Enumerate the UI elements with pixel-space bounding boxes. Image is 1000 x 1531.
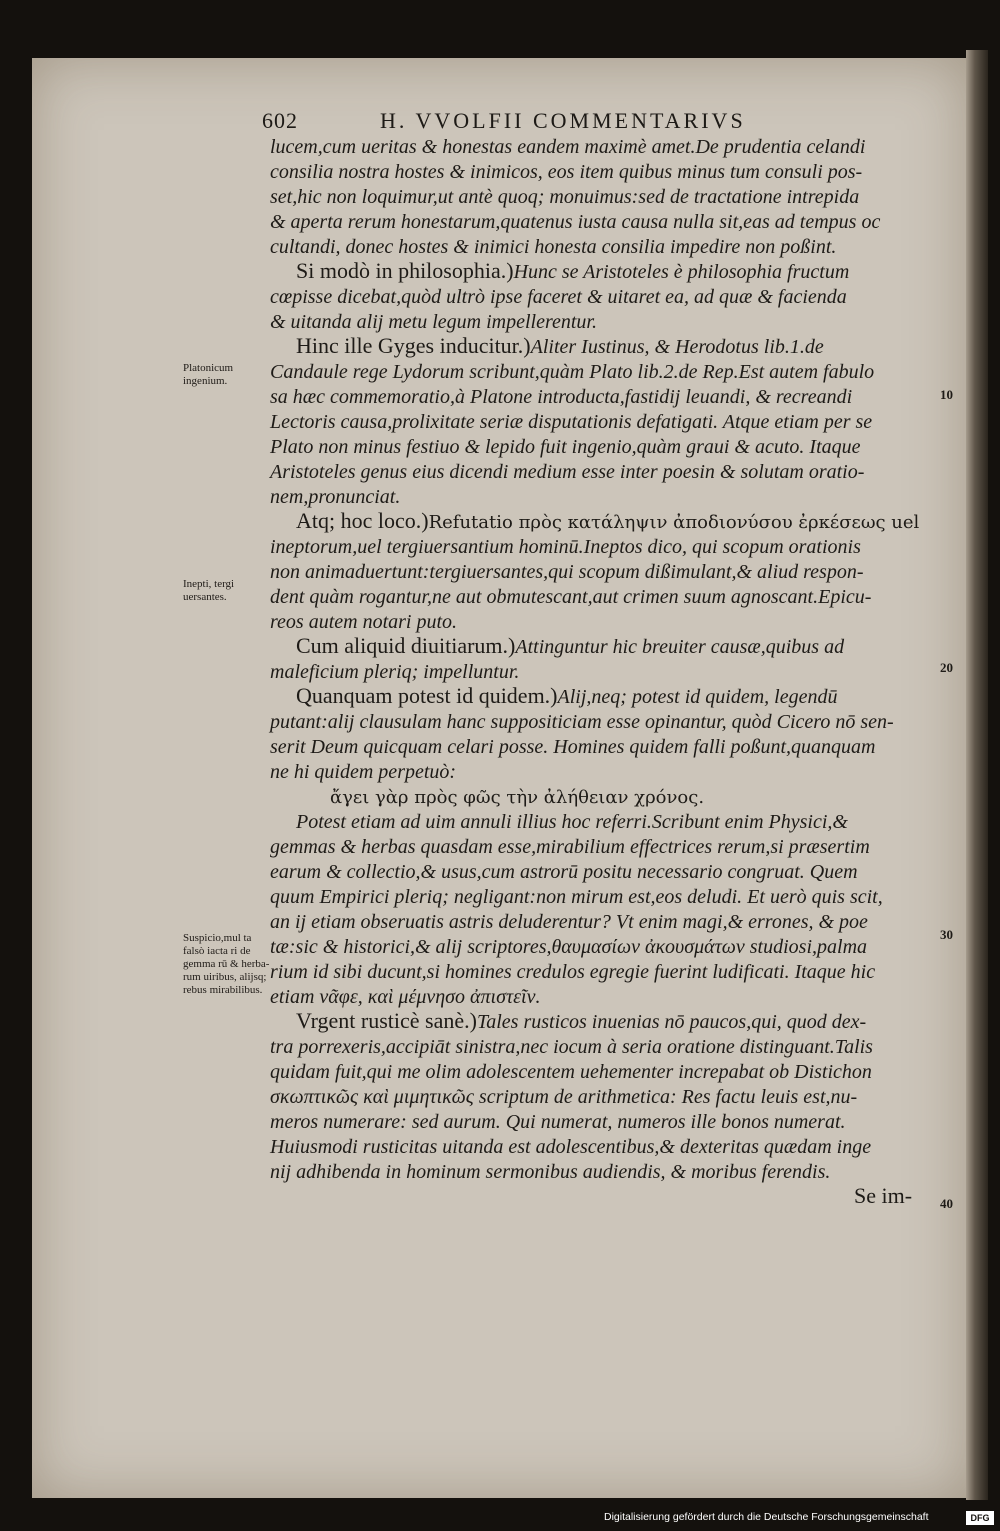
line-number: 10: [940, 387, 953, 402]
text-line: putant:alij clausulam hanc suppositiciam esse opinantur, quòd Cicero nō sen-: [270, 711, 894, 733]
text-line: Aristoteles genus eius dicendi medium esse inter poesin & solutam oratio-: [270, 461, 865, 483]
text-line: Plato non minus festiuo & lepido fuit ingenio,quàm graui & acuto. Itaque: [270, 436, 861, 458]
text-line: serit Deum quicquam celari posse. Homines quidem falli poßunt,quanquam: [270, 736, 876, 758]
footer-credit: Digitalisierung gefördert durch die Deutsche Forschungsgemeinschaft: [604, 1511, 929, 1523]
text-line: ne hi quidem perpetuò:: [270, 761, 457, 783]
text-line: ineptorum,uel tergiuersantium hominū.Ineptos dico, qui scopum orationis: [270, 536, 861, 558]
margin-note: Suspicio,mul ta falsò iacta ri de gemma rū & herba-rum uiribus, alijsq; rebus mirabilibus.: [183, 932, 270, 996]
text-line: nij adhibenda in hominum sermonibus audiendis, & moribus ferendis.: [270, 1161, 831, 1183]
text-line: Hinc ille Gyges inducitur.)Aliter Iustinus, & Herodotus lib.1.de: [296, 333, 824, 358]
text-line: & aperta rerum honestarum,quatenus iusta causa nulla sit,eas ad tempus oc: [270, 211, 881, 233]
text-line: Cum aliquid diuitiarum.)Attinguntur hic breuiter causæ,quibus ad: [296, 633, 845, 658]
line-number: 20: [940, 660, 953, 675]
text-line: Quanquam potest id quidem.)Alij,neq; potest id quidem, legendū: [296, 683, 838, 708]
text-line: Lectoris causa,prolixitate seriæ disputationis defatigati. Atque etiam per se: [270, 411, 873, 433]
text-line: dent quàm rogantur,ne aut obmutescant,aut crimen suum agnoscant.Epicu-: [270, 586, 872, 608]
line-number: 40: [940, 1196, 953, 1211]
margin-note: Inepti, tergi uersantes.: [183, 578, 235, 603]
text-line: set,hic non loquimur,ut antè quoq; monuimus:sed de tractatione intrepida: [270, 186, 860, 208]
text-line: etiam νᾶφε, καὶ μέμνησο ἀπιστεῖν.: [270, 986, 541, 1008]
text-line: Atq; hoc loco.)Refutatio πρὸς κατάληψιν ἀποδιονύσου ἐρκέσεως uel: [296, 508, 920, 533]
text-line: gemmas & herbas quasdam esse,mirabilium effectrices rerum,si præsertim: [270, 836, 870, 858]
text-line: σκωπτικῶς καὶ μιμητικῶς scriptum de arithmetica: Res factu leuis est,nu-: [270, 1086, 858, 1108]
text-line: sa hæc commemoratio,à Platone introducta,fastidij leuandi, & recreandi: [270, 386, 853, 408]
text-line: an ij etiam obseruatis astris deluderentur? Vt enim magi,& errones, & poe: [270, 911, 868, 933]
line-number: 30: [940, 927, 953, 942]
text-line: Potest etiam ad uim annuli illius hoc referri.Scribunt enim Physici,&: [296, 811, 848, 833]
text-line: quidam fuit,qui me olim adolescentem uehementer increpabat ob Distichon: [270, 1061, 872, 1083]
text-line: Candaule rege Lydorum scribunt,quàm Plato lib.2.de Rep.Est autem fabulo: [270, 361, 875, 383]
text-line: maleficium pleriq; impelluntur.: [270, 661, 520, 683]
catchword: Se im-: [854, 1183, 913, 1208]
text-line: earum & collectio,& usus,cum astrorū positu necessario congruat. Quem: [270, 861, 858, 883]
greek-quote-line: ἄγει γὰρ πρὸς φῶς τὴν ἀλήθειαν χρόνος.: [330, 787, 705, 808]
text-line: Vrgent rusticè sanè.)Tales rusticos inuenias nō paucos,qui, quod dex-: [296, 1008, 867, 1033]
margin-note: Platonicum ingenium.: [183, 362, 234, 387]
page-edge: [966, 50, 988, 1500]
text-line: non animaduertunt:tergiuersantes,qui scopum dißimulant,& aliud respon-: [270, 561, 864, 583]
text-line: cultandi, donec hostes & inimici honesta consilia impedire non poßint.: [270, 236, 837, 258]
text-line: rium id sibi ducunt,si homines credulos egregie fuerint ludificati. Itaque hic: [270, 961, 876, 983]
running-title: H. VVOLFII COMMENTARIVS: [380, 108, 746, 133]
text-line: consilia nostra hostes & inimicos, eos item quibus minus tum consuli pos-: [270, 161, 863, 183]
dfg-logo: DFG: [966, 1511, 994, 1525]
text-line: lucem,cum ueritas & honestas eandem maximè amet.De prudentia celandi: [270, 136, 866, 158]
text-line: Huiusmodi rusticitas uitanda est adolescentibus,& dexteritas quædam inge: [270, 1136, 872, 1158]
text-line: quum Empirici pleriq; negligant:non mirum est,eos deludi. Et uerò quis scit,: [270, 886, 883, 908]
text-line: reos autem notari puto.: [270, 611, 458, 633]
page-number: 602: [262, 108, 298, 133]
text-line: cœpisse dicebat,quòd ultrò ipse faceret & uitaret ea, ad quæ & facienda: [270, 286, 847, 308]
text-line: tra porrexeris,accipiāt sinistra,nec iocum à seria oratione distinguant.Talis: [270, 1036, 873, 1058]
text-line: & uitanda alij metu legum impellerentur.: [270, 311, 598, 333]
text-line: Si modò in philosophia.)Hunc se Aristoteles è philosophia fructum: [296, 258, 850, 283]
text-line: tæ:sic & historici,& alij scriptores,θαυμασίων ἀκουσμάτων studiosi,palma: [270, 936, 868, 958]
text-line: meros numerare: sed aurum. Qui numerat, numeros ille bonos numerat.: [270, 1111, 846, 1133]
text-line: nem,pronunciat.: [270, 486, 401, 508]
